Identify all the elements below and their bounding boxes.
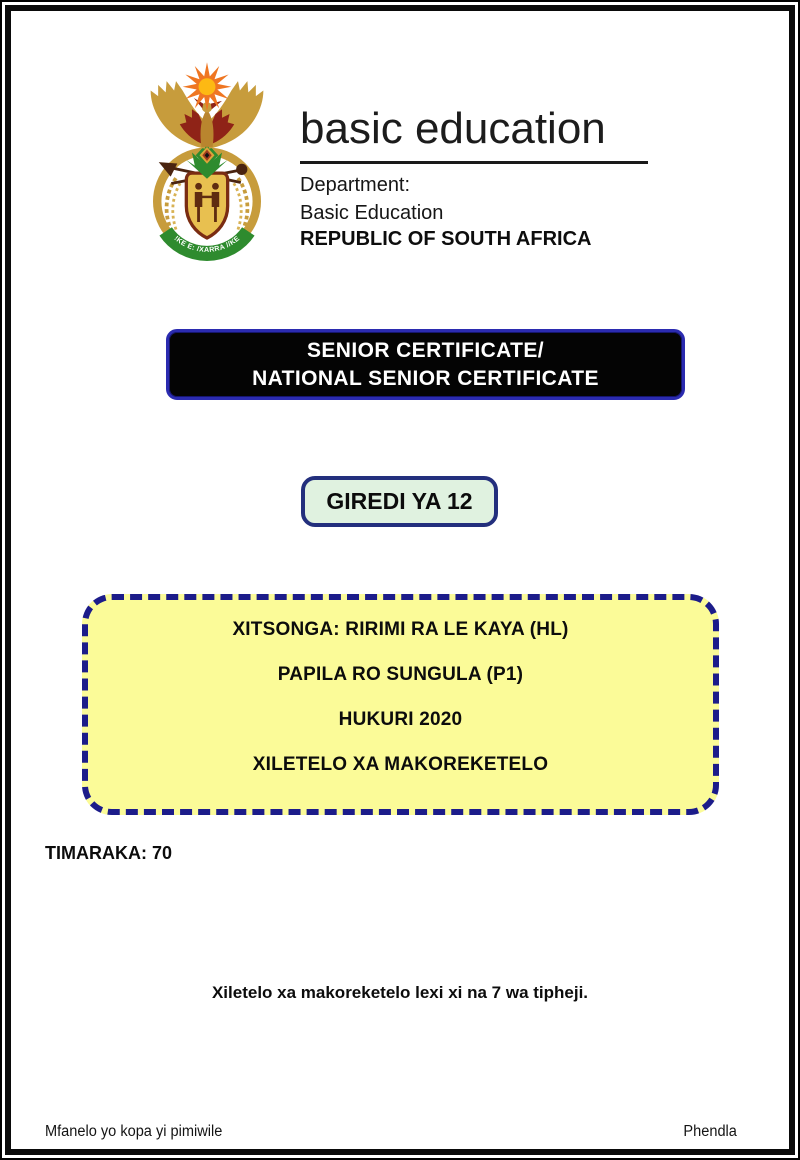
- country-name: REPUBLIC OF SOUTH AFRICA: [300, 228, 592, 250]
- certificate-line-2: NATIONAL SENIOR CERTIFICATE: [252, 366, 599, 390]
- wordmark-rule: [300, 161, 648, 164]
- south-africa-coat-of-arms-icon: [145, 57, 269, 263]
- exam-subject: XITSONGA: RIRIMI RA LE KAYA (HL): [232, 619, 569, 640]
- exam-doc-type: XILETELO XA MAKOREKETELO: [252, 754, 549, 775]
- coat-of-arms-icon: [145, 57, 269, 263]
- department-header: [300, 103, 660, 252]
- motto-text: !KE E: /XARRA //KE: [172, 235, 242, 254]
- department-label: Department:: [300, 174, 411, 196]
- department-name: Basic Education: [300, 202, 444, 224]
- wordmark: basic education: [300, 104, 606, 153]
- pages-notice: Xiletelo xa makoreketelo lexi xi na 7 wa tipheji.: [211, 983, 589, 1002]
- page-border-frame: [5, 5, 795, 1155]
- certificate-banner: [166, 329, 685, 400]
- footer-copyright-note: Mfanelo yo kopa yi pimiwile: [45, 1123, 223, 1140]
- exam-title-box: [82, 594, 719, 815]
- exam-session: HUKURI 2020: [338, 709, 463, 730]
- certificate-line-1: SENIOR CERTIFICATE/: [306, 338, 545, 362]
- exam-paper: PAPILA RO SUNGULA (P1): [277, 664, 524, 685]
- marks-label: TIMARAKA: 70: [45, 843, 173, 863]
- footer-turn-over-label: Phendla: [683, 1123, 737, 1140]
- grade-badge: GIREDI YA 12: [301, 476, 498, 527]
